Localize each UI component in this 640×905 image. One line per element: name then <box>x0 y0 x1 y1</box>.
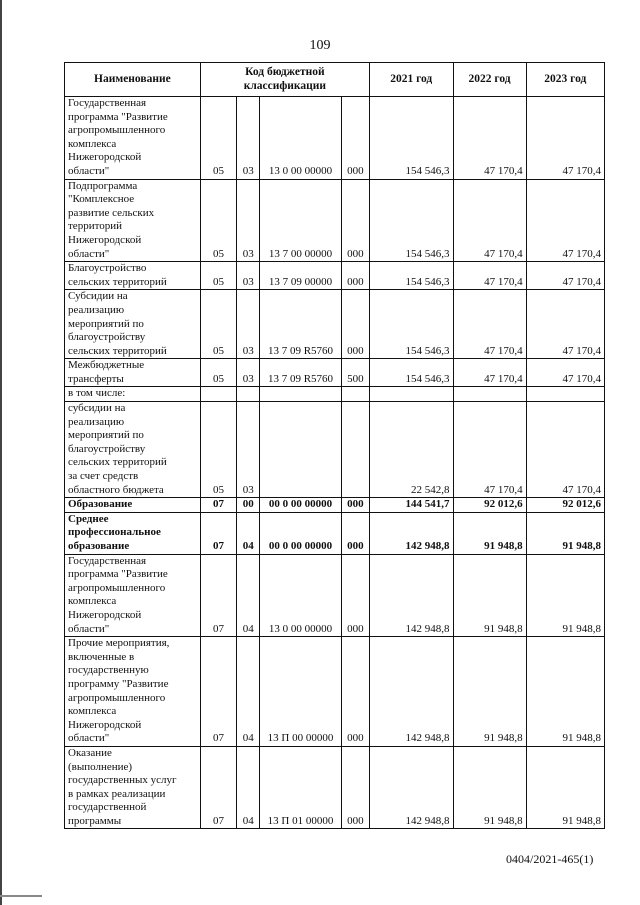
value-2022 <box>453 387 526 402</box>
code-subsection: 04 <box>237 512 260 554</box>
page-number: 109 <box>309 38 331 53</box>
code-section: 05 <box>200 97 237 180</box>
value-2023: 47 170,4 <box>526 359 604 387</box>
code-section: 07 <box>200 637 237 747</box>
code-target: 13 П 01 00000 <box>260 746 341 829</box>
code-type: 000 <box>341 746 369 829</box>
row-name: Государственная программа "Развитие агропромышленного комплекса Нижегородской области" <box>65 97 201 180</box>
code-type: 000 <box>341 498 369 513</box>
row-name: Оказание (выполнение) государственных услуг в рамках реализации государственной программы <box>65 746 201 829</box>
code-type: 000 <box>341 637 369 747</box>
value-2021: 154 546,3 <box>369 290 453 359</box>
code-section: 07 <box>200 554 237 637</box>
value-2023: 47 170,4 <box>526 290 604 359</box>
value-2021: 142 948,8 <box>369 512 453 554</box>
code-subsection: 04 <box>237 746 260 829</box>
header-2022: 2022 год <box>453 63 526 97</box>
table-row <box>65 554 605 637</box>
code-section: 05 <box>200 359 237 387</box>
row-name: в том числе: <box>65 387 201 402</box>
code-target: 13 0 00 00000 <box>260 97 341 180</box>
row-name: Государственная программа "Развитие агропромышленного комплекса Нижегородской области" <box>65 554 201 637</box>
code-type: 000 <box>341 179 369 262</box>
value-2023: 47 170,4 <box>526 97 604 180</box>
value-2022: 47 170,4 <box>453 290 526 359</box>
value-2021 <box>369 387 453 402</box>
table-row <box>65 290 605 359</box>
code-type: 000 <box>341 262 369 290</box>
code-section: 07 <box>200 746 237 829</box>
value-2022: 91 948,8 <box>453 512 526 554</box>
code-type: 000 <box>341 512 369 554</box>
value-2022: 47 170,4 <box>453 179 526 262</box>
value-2021: 22 542,8 <box>369 402 453 498</box>
value-2022: 47 170,4 <box>453 262 526 290</box>
value-2021: 142 948,8 <box>369 746 453 829</box>
value-2022: 47 170,4 <box>453 97 526 180</box>
code-target: 00 0 00 00000 <box>260 512 341 554</box>
row-name: Прочие мероприятия, включенные в государственную программу "Развитие агропромышленного комплекса Нижегородской области" <box>65 637 201 747</box>
value-2022: 91 948,8 <box>453 554 526 637</box>
code-subsection: 03 <box>237 290 260 359</box>
value-2023: 92 012,6 <box>526 498 604 513</box>
header-2023: 2023 год <box>526 63 604 97</box>
table-row <box>65 637 605 747</box>
row-name: субсидии на реализацию мероприятий по благоустройству сельских территорий за счет средств областного бюджета <box>65 402 201 498</box>
value-2023: 47 170,4 <box>526 179 604 262</box>
code-section: 05 <box>200 262 237 290</box>
header-2021: 2021 год <box>369 63 453 97</box>
code-section: 07 <box>200 498 237 513</box>
value-2021: 154 546,3 <box>369 359 453 387</box>
code-subsection: 03 <box>237 262 260 290</box>
code-type: 500 <box>341 359 369 387</box>
code-target: 00 0 00 00000 <box>260 498 341 513</box>
value-2023: 47 170,4 <box>526 262 604 290</box>
code-subsection: 00 <box>237 498 260 513</box>
code-target <box>260 387 341 402</box>
code-target: 13 7 09 R5760 <box>260 359 341 387</box>
code-type: 000 <box>341 554 369 637</box>
code-section: 05 <box>200 290 237 359</box>
value-2023: 91 948,8 <box>526 746 604 829</box>
row-name: Межбюджетные трансферты <box>65 359 201 387</box>
table-header-row <box>65 63 605 97</box>
scan-edge <box>0 0 2 905</box>
table-row <box>65 512 605 554</box>
value-2021: 154 546,3 <box>369 262 453 290</box>
code-subsection: 03 <box>237 179 260 262</box>
row-name: Субсидии на реализацию мероприятий по благоустройству сельских территорий <box>65 290 201 359</box>
value-2023 <box>526 387 604 402</box>
value-2021: 154 546,3 <box>369 97 453 180</box>
value-2021: 154 546,3 <box>369 179 453 262</box>
code-subsection: 04 <box>237 554 260 637</box>
value-2022: 47 170,4 <box>453 402 526 498</box>
code-section: 07 <box>200 512 237 554</box>
value-2021: 144 541,7 <box>369 498 453 513</box>
document-code: 0404/2021-465(1) <box>506 852 594 866</box>
code-target <box>260 402 341 498</box>
code-subsection: 03 <box>237 359 260 387</box>
code-subsection: 03 <box>237 402 260 498</box>
code-target: 13 7 00 00000 <box>260 179 341 262</box>
value-2023: 91 948,8 <box>526 554 604 637</box>
value-2023: 91 948,8 <box>526 512 604 554</box>
code-type: 000 <box>341 97 369 180</box>
value-2022: 47 170,4 <box>453 359 526 387</box>
code-type <box>341 387 369 402</box>
code-type <box>341 402 369 498</box>
code-section: 05 <box>200 179 237 262</box>
row-name: Образование <box>65 498 201 513</box>
table-row <box>65 262 605 290</box>
value-2023: 91 948,8 <box>526 637 604 747</box>
value-2021: 142 948,8 <box>369 637 453 747</box>
table-row <box>65 179 605 262</box>
header-name: Наименование <box>65 63 201 97</box>
row-name: Подпрограмма "Комплексное развитие сельских территорий Нижегородской области" <box>65 179 201 262</box>
code-subsection: 04 <box>237 637 260 747</box>
table-row <box>65 746 605 829</box>
code-target: 13 7 09 R5760 <box>260 290 341 359</box>
value-2022: 92 012,6 <box>453 498 526 513</box>
value-2022: 91 948,8 <box>453 637 526 747</box>
value-2023: 47 170,4 <box>526 402 604 498</box>
header-code: Код бюджетной классификации <box>200 63 369 97</box>
code-type: 000 <box>341 290 369 359</box>
budget-table <box>64 62 605 829</box>
scan-mark <box>0 895 42 897</box>
row-name: Благоустройство сельских территорий <box>65 262 201 290</box>
code-subsection <box>237 387 260 402</box>
table-row <box>65 402 605 498</box>
code-subsection: 03 <box>237 97 260 180</box>
table-row <box>65 97 605 180</box>
value-2021: 142 948,8 <box>369 554 453 637</box>
code-target: 13 0 00 00000 <box>260 554 341 637</box>
code-target: 13 7 09 00000 <box>260 262 341 290</box>
value-2022: 91 948,8 <box>453 746 526 829</box>
code-section <box>200 387 237 402</box>
table-row <box>65 387 605 402</box>
table-row <box>65 498 605 513</box>
code-section: 05 <box>200 402 237 498</box>
code-target: 13 П 00 00000 <box>260 637 341 747</box>
row-name: Среднее профессиональное образование <box>65 512 201 554</box>
table-row <box>65 359 605 387</box>
